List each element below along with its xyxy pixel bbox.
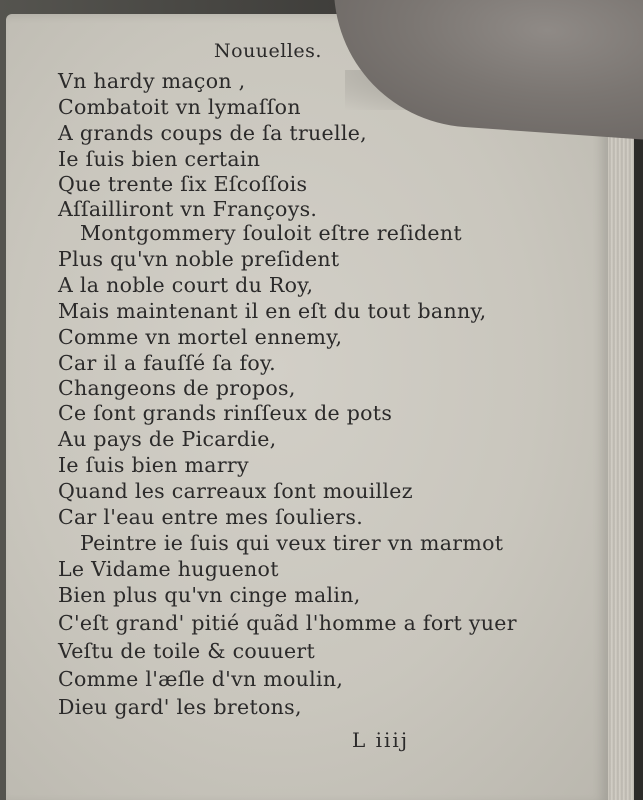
verse-line: Ie ſuis bien marry <box>58 453 249 477</box>
verse-line: Combatoit vn lymaſſon <box>58 95 301 119</box>
verse-line: Plus qu'vn noble preſident <box>58 247 340 271</box>
verse-line: Montgommery ſouloit eſtre reſident <box>80 221 462 245</box>
verse-line: Comme vn mortel ennemy, <box>58 325 343 349</box>
verse-line: C'eſt grand' pitié quãd l'homme a fort yuer <box>58 611 517 635</box>
verse-line: Quand les carreaux ſont mouillez <box>58 479 413 503</box>
verse-line: A grands coups de ſa truelle, <box>58 121 367 145</box>
verse-line: Bien plus qu'vn cinge malin, <box>58 583 361 607</box>
running-head: Nouuelles. <box>214 40 322 62</box>
verse-line: Que trente ſix Eſcoſſois <box>58 172 308 196</box>
verse-line: Le Vidame huguenot <box>58 557 279 581</box>
verse-line: Veſtu de toile & couuert <box>58 639 316 663</box>
verse-line: Comme l'æſle d'vn moulin, <box>58 667 344 691</box>
verse-line: A la noble court du Roy, <box>58 273 314 297</box>
verse-line: Car il a fauſſé ſa foy. <box>58 351 276 375</box>
verse-line: Ie ſuis bien certain <box>58 147 261 171</box>
verse-line: Ce ſont grands rinſſeux de pots <box>58 401 393 425</box>
verse-line: Mais maintenant il en eſt du tout banny, <box>58 299 487 323</box>
verse-line: Changeons de propos, <box>58 376 296 400</box>
verse-line: Aſſailliront vn Françoys. <box>58 197 318 221</box>
signature-mark: L iiij <box>352 728 410 752</box>
verse-line: Vn hardy maçon , <box>58 69 246 93</box>
verse-line: Car l'eau entre mes ſouliers. <box>58 505 364 529</box>
verse-line: Peintre ie ſuis qui veux tirer vn marmot <box>80 531 504 555</box>
verse-line: Au pays de Picardie, <box>58 427 277 451</box>
verse-line: Dieu gard' les bretons, <box>58 695 302 719</box>
